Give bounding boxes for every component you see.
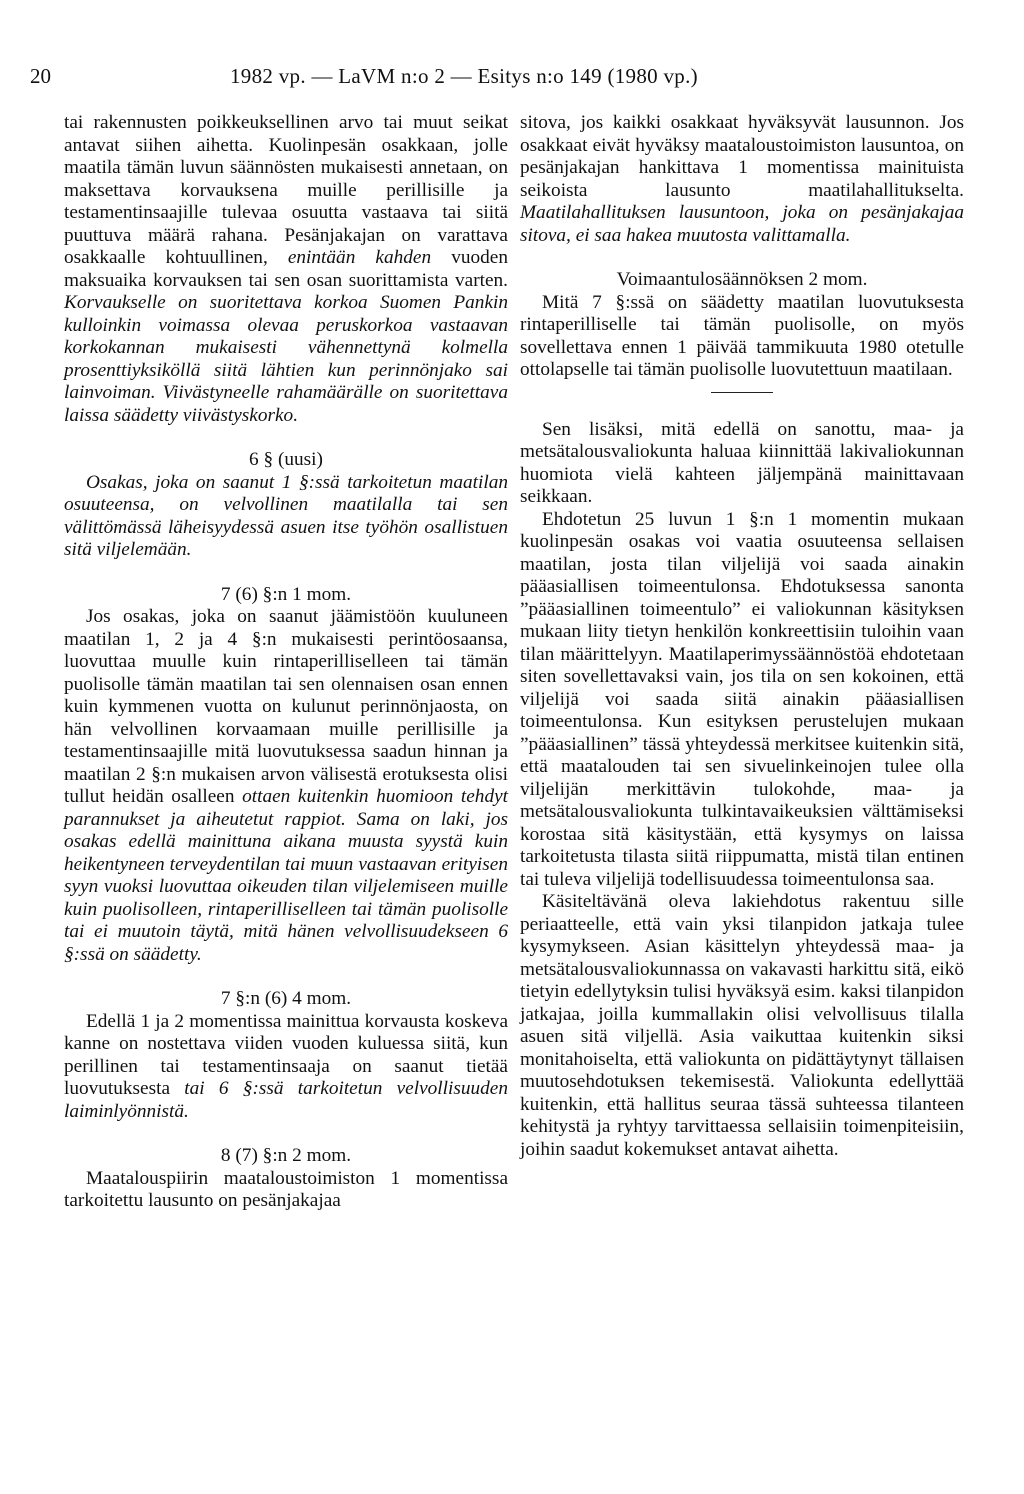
italic-run: Korvaukselle on suoritettava korkoa Suomen Pankin kulloinkin voimassa olevaa peruskorkoa vastaavan korkokannan mukaisesti vähennettynä kolmella prosenttiyksiköllä siitä lähtien kun perinnönjako sai lainvoiman. Viivästyneelle rahamäärälle on suoritettava laissa säädetty viivästyskorko. xyxy=(64,292,508,426)
italic-run: ottaen kuitenkin huomioon tehdyt parannukset ja aiheutetut rappiot. Sama on laki, jos osakas edellä mainittuna aikana muusta syystä kuin heikentyneen terveydentilan tai muun vastaavan erityisen syyn vuoksi luovuttaa oikeuden tilan viljelemiseen muille kuin puolisolleen, rintaperilliselleen tai tämän puolisolle tai ei muutoin täytä, mitä hänen velvollisuudekseen 6 §:ssä on säädetty. xyxy=(64,786,508,965)
text-run: §:ssä on säädetty maatilan luovutuksesta rintaperilliselle tai tämän puolisolle, on myös sovellettava ennen 1 päivää tammikuuta 1980 otetulle ottolapselle tai tämän puolisolle luovutettuun maatilaan. xyxy=(520,291,964,380)
italic-run: tai 6 §:ssä tarkoitetun velvollisuuden laiminlyönnistä. xyxy=(64,1078,508,1122)
left-paragraph-4 xyxy=(64,1011,508,1124)
text-run: Edellä 1 ja 2 momentissa mainittua korvausta koskeva kanne on nostettava viiden vuoden kuluessa siitä, kun perillinen tai testamentinsaaja on saanut tietää luovutuksesta xyxy=(64,1010,508,1099)
section-heading-8: 8 (7) §:n 2 mom. xyxy=(220,1145,352,1166)
text-run: vuoden maksuaika korvauksen tai sen osan suorittamista varten. xyxy=(64,247,508,291)
page-header xyxy=(30,64,990,94)
right-paragraph-1 xyxy=(520,112,964,247)
text-run: tai rakennusten poikkeuksellinen arvo tai muut seikat antavat siihen aihetta. Kuolinpesän osakkaan, jolle maatila tämän luvun säännösten mukaisesti annetaan, on maksettava korvauksena muille perillisille ja testamentinsaajille tulevaa osuutta vastaava tai siitä puuttuva määrä rahana. Pesänjakajan on varattava osakkaalle kohtuullinen, xyxy=(64,112,508,268)
italic-run: enintään kahden xyxy=(287,247,432,268)
right-paragraph-2 xyxy=(520,292,964,382)
right-column xyxy=(520,112,964,1161)
right-paragraph-3: Sen lisäksi, mitä edellä on sanottu, maa- ja metsätalousvaliokunta haluaa kiinnittää lakivaliokunnan huomiota vielä kahteen jäljempänä mainittavaan seikkaan. xyxy=(520,418,964,507)
text-run: Jos osakas, joka on saanut jäämistöön kuuluneen maatilan 1, 2 ja 4 §:n mukaisesti perintöosaansa, luovuttaa muulle kuin rintaperilliselleen tai tämän puolisolle tämän maatilan tai sen olennaisen osan ennen kuin kymmenen vuotta on kulunut perinnönjaosta, on hän velvollinen korvaamaan muille perillisille ja testamentinsaajille mitä luovutuksessa saadun hinnan ja maatilan 2 §:n mukaisen arvon välisestä erotuksesta olisi tullut heidän osalleen xyxy=(64,606,508,807)
text-run: sitova, jos kaikki osakkaat hyväksyvät lausunnon. Jos osakkaat eivät hyväksy maataloustoimiston lausuntoa, on pesänjakajan hankittava 1 momentissa mainituista seikoista lausunto maatilahallitukselta. xyxy=(520,112,964,201)
page-number: 20 xyxy=(30,64,51,88)
left-paragraph-1 xyxy=(64,112,508,427)
text-run: Mitä xyxy=(542,291,593,313)
text-run: 7 xyxy=(592,291,602,313)
running-title: 1982 vp. — LaVM n:o 2 — Esitys n:o 149 (1980 vp.) xyxy=(230,64,698,88)
section-heading-7-4: 7 §:n (6) 4 mom. xyxy=(220,988,352,1009)
left-paragraph-5: Maatalouspiirin maataloustoimiston 1 momentissa tarkoitettu lausunto on pesänjakajaa xyxy=(64,1167,508,1211)
right-paragraph-4: Ehdotetun 25 luvun 1 §:n 1 momentin mukaan kuolinpesän osakas voi vaatia osuuteensa sellaisen maatilan, josta tilan viljelijä voi saada ainakin pääasiallisen toimeentulonsa. Ehdotuksessa sanonta ”pääasiallinen toimeentulo” ei valiokunnan käsityksen mukaan liity tietyn henkilön konkreettisiin tuloihin vaan tilan määrittelyyn. Maatilaperimyssäännöstöä ehdotetaan siten sovellettavaksi vain, jos tila on sen kokoinen, että viljelijä voi saada siitä ainakin pääasiallisen toimeentulonsa. Kun esityksen perustelujen mukaan ”pääasiallinen” tässä yhteydessä merkitsee kuitenkin sitä, että maatalouden tai sen sivuelinkeinojen tulee olla viljelijän merkittävin tulokohde, maa- ja metsätalousvaliokunta tulkintavaikeuksien välttämiseksi korostaa sitä käsitystään, että kysymys on laissa tarkoitetusta tilasta siitä riippumatta, mistä tilan entinen tai tuleva viljelijä todellisuudessa toimeentulonsa saa. xyxy=(520,508,964,890)
section-heading-6: 6 § (uusi) xyxy=(249,449,323,470)
italic-run: Osakas, joka on saanut 1 §:ssä tarkoitetun maatilan osuuteensa, on velvollinen maatilalla tai sen välittömässä läheisyydessä asuen itse työhön osallistuen sitä viljelemään. xyxy=(64,471,508,560)
section-heading-voimaantulo: Voimaantulosäännöksen 2 mom. xyxy=(616,269,868,290)
left-paragraph-3 xyxy=(64,606,508,966)
section-heading-7: 7 (6) §:n 1 mom. xyxy=(220,583,352,605)
right-paragraph-5: Käsiteltävänä oleva lakiehdotus rakentuu sille periaatteelle, että vain yksi tilanpidon jatkaja tulee kysymykseen. Asian käsittelyn yhteydessä maa- ja metsätalousvaliokunnassa on vakavasti harkittu sitä, eikö tietyin edellytyksin tulisi hyväksyä esim. kaksi tilanpidon jatkajaa, joilla kummallakin olisi velvollisuus tilalla asuen sitä viljellä. Asia vaikuttaa kuitenkin siksi monitahoiselta, että valiokunta on pidättäytynyt tällaisen muutosehdotuksen tekemisestä. Valiokunta edellyttää kuitenkin, että hallitus seuraa tässä suhteessa tilanteen kehitystä ja ryhtyy tarvittaessa sellaisiin toimenpiteisiin, joihin saadut kokemukset antavat aihetta. xyxy=(520,891,964,1160)
left-paragraph-2 xyxy=(64,472,508,562)
italic-run: Maatilahallituksen lausuntoon, joka on pesänjakajaa sitova, ei saa hakea muutosta valittamalla. xyxy=(520,202,964,246)
left-column xyxy=(64,112,508,1213)
